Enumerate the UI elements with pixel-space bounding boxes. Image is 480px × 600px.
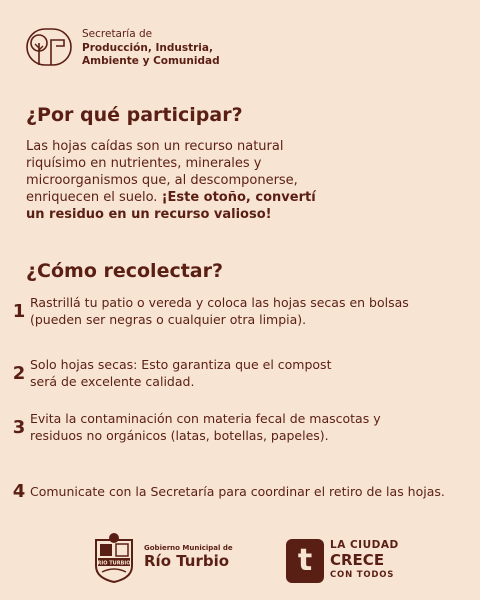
section1-emphasis: ¡Este otoño, convertí un residuo en un recurso valioso! xyxy=(26,190,316,222)
step-number: 2 xyxy=(12,362,26,384)
secretaria-logo-icon xyxy=(26,28,72,66)
step-text: Rastrillá tu patio o vereda y coloca las hojas secas en bolsas (pueden ser negras o cualquier otra limpia). xyxy=(30,295,409,327)
section1-text: Las hojas caídas son un recurso natural riquísimo en nutrientes, minerales y microorganismos que, al descomponerse, enriquecen el suelo. xyxy=(26,139,298,205)
step-number: 4 xyxy=(12,481,26,502)
header-line2: Producción, Industria, xyxy=(82,41,213,54)
header-line1: Secretaría de xyxy=(82,28,153,40)
step-text: Comunicate con la Secretaría para coordinar el retiro de las hojas. xyxy=(30,484,445,499)
municipality-name xyxy=(144,544,233,570)
section1-title: ¿Por qué participar? xyxy=(26,104,243,126)
municipality-logo xyxy=(92,530,233,584)
step-item xyxy=(10,356,360,390)
crest-label: RIO TURBIO xyxy=(97,560,131,567)
step-number: 3 xyxy=(12,416,26,438)
slogan-mark: t xyxy=(286,539,324,583)
step-text: Solo hojas secas: Esto garantiza que el compost será de excelente calidad. xyxy=(30,357,332,389)
slogan-logo xyxy=(286,538,399,583)
step-item xyxy=(10,294,440,328)
secretaria-name xyxy=(82,28,220,69)
step-item xyxy=(10,410,390,444)
crest-icon xyxy=(92,530,136,584)
step-number: 1 xyxy=(12,300,26,322)
slogan-text xyxy=(330,538,399,583)
municipality-small: Gobierno Municipal de xyxy=(144,544,233,552)
step-item xyxy=(10,481,470,502)
municipality-big: Río Turbio xyxy=(144,552,230,570)
slogan-line2: CRECE xyxy=(330,551,385,569)
header-line3: Ambiente y Comunidad xyxy=(82,55,220,67)
slogan-line3: CON TODOS xyxy=(330,570,395,580)
slogan-line1: LA CIUDAD xyxy=(330,539,399,551)
section2-title: ¿Cómo recolectar? xyxy=(26,260,224,282)
header xyxy=(26,28,220,69)
step-text: Evita la contaminación con materia fecal de mascotas y residuos no orgánicos (latas, botellas, papeles). xyxy=(30,411,381,443)
section1-body xyxy=(26,138,326,223)
